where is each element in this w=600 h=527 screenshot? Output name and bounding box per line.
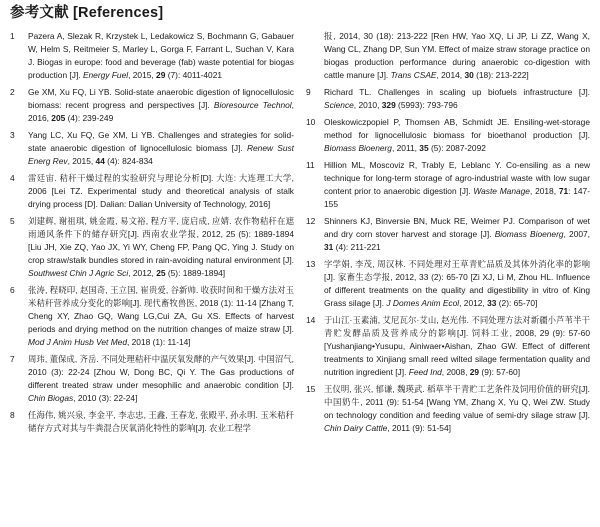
reference-volume: 30 [464, 70, 474, 80]
reference-entry [10, 353, 294, 405]
reference-year: , 2015, [67, 156, 96, 166]
reference-entry [306, 86, 590, 112]
reference-year: , 2018 (1): 11-14] [127, 337, 191, 347]
reference-journal: Mod J Anim Husb Vet Med [28, 337, 127, 347]
reference-body: Richard TL. Challenges in scaling up biofuels infrastructure [J]. [324, 87, 590, 97]
reference-text [324, 30, 590, 82]
reference-volume: 25 [156, 268, 166, 278]
reference-text [324, 383, 590, 435]
reference-body: 字学娟, 李茂, 周汉林. 不同处理对王草青贮品质及其体外消化率的影响[J]. 家畜生态学报, 2012, 33 (2): 65-70 [Zi XJ, Li M, Zhou HL. Influence of different treatments on the quality and digestibility in vitro of King Grass silage [J]. [324, 259, 590, 308]
reference-entry [10, 409, 294, 435]
reference-journal: Science [324, 100, 354, 110]
reference-journal: Biomass Bioenerg [494, 229, 564, 239]
reference-year: , 2012, [128, 268, 157, 278]
reference-pages: (4): 239-249 [65, 113, 114, 123]
reference-entry [10, 30, 294, 82]
reference-text [324, 314, 590, 379]
reference-pages: (4): 211-221 [333, 242, 381, 252]
reference-body: 王仪明, 张兴, 郁谦, 魏瑛武. 稻草半干青贮工艺条件及饲用价值的研究[J]. 中国奶牛, 2011 (9): 51-54 [Wang YM, Zhang X, Yu Q, Wei ZW. Study on technology condition and feeding value of semi-dry silage straw [J]. [324, 384, 590, 420]
reference-number: 7 [10, 354, 15, 364]
reference-number: 4 [10, 173, 15, 183]
references-heading: 参考文献 [References] [10, 5, 164, 21]
reference-body: Ge XM, Xu FQ, Li YB. Solid-state anaerobic digestion of lignocellulosic biomass: recent progress and perspectives [J]. [28, 87, 294, 110]
reference-text [28, 86, 294, 125]
reference-text [324, 116, 590, 155]
reference-journal: Biomass Bioenerg [324, 143, 392, 153]
reference-body: 雷廷宙. 秸秆干燥过程的实验研究与理论分析[D]. 大连: 大连理工大学, 2006 [Lei TZ. Experimental study and theoretical analysis of stalk drying process [D]. Dalian: Dalian University of Technology, 2016] [28, 173, 294, 209]
reference-journal: Bioresource Technol [213, 100, 292, 110]
reference-number: 8 [10, 410, 15, 420]
reference-body: 于山江·玉素浦, 艾尼瓦尔·艾山, 赵光伟. 不同处理方法对新疆小芦苇半干青贮发酵品质及营养成分的影响[J]. 饲料工业, 2008, 29 (9): 57-60 [Yushanjiang•Yusupu, Ainiwaer•Aishan, Zhao GW. Effect of different treatments to Xinjiang small reed wilted silage fermentation quality and nutrition ingredient [J]. [324, 315, 590, 377]
reference-body: Yang LC, Xu FQ, Ge XM, Li YB. Challenges and strategies for solid-state anaerobic digestion of lignocellulosic biomass [J]. [28, 130, 294, 153]
reference-volume: 205 [51, 113, 66, 123]
reference-number: 5 [10, 216, 15, 226]
reference-journal: Trans CSAE [390, 70, 437, 80]
reference-entry [306, 116, 590, 155]
reference-entry [10, 86, 294, 125]
reference-number: 3 [10, 130, 15, 140]
reference-entry [306, 314, 590, 379]
reference-text [324, 215, 590, 254]
reference-entry [10, 129, 294, 168]
reference-year: , 2010 (3): 22-24] [73, 393, 138, 403]
reference-journal: Renew Sust Energ Rev [28, 143, 295, 166]
reference-number: 14 [306, 315, 316, 325]
reference-number: 6 [10, 285, 15, 295]
reference-volume: 33 [487, 298, 497, 308]
left-column [10, 30, 294, 439]
reference-pages: (5): 2087-2092 [428, 143, 486, 153]
reference-text [324, 159, 590, 211]
reference-pages: (9): 57-60] [479, 367, 521, 377]
reference-number: 11 [306, 160, 315, 170]
reference-body: 周玮, 董保成, 齐岳. 不同处理秸秆中温厌氧发酵的产气效果[J]. 中国沼气, 2010 (3): 22-24 [Zhou W, Dong BC, Qi Y. The Gas productions of different treated straw under mesophilic and anaerobic condition [J]. [28, 354, 294, 390]
reference-text [28, 30, 294, 82]
reference-year: , 2016, [28, 100, 294, 123]
reference-volume: 31 [324, 242, 334, 252]
right-column [306, 30, 590, 439]
reference-number: 9 [306, 87, 311, 97]
reference-journal: Energy Fuel [82, 70, 129, 80]
reference-journal: J Domes Anim Ecol [386, 298, 460, 308]
reference-journal: Southwest Chin J Agric Sci [28, 268, 129, 278]
reference-text [28, 353, 294, 405]
reference-text [28, 409, 294, 435]
reference-pages: (5): 1889-1894] [165, 268, 226, 278]
reference-entry [306, 215, 590, 254]
reference-text [28, 215, 294, 280]
reference-text [324, 258, 590, 310]
reference-entry [10, 172, 294, 211]
reference-entry [306, 159, 590, 211]
reference-year: , 2011 (9): 51-54] [387, 423, 451, 433]
reference-volume: 329 [381, 100, 396, 110]
reference-text [28, 284, 294, 349]
reference-year: , 2018, [529, 186, 559, 196]
reference-body: 刘建辉, 谢祖琪, 姚金霞, 易文裕, 程方平, 庞启成, 应婧. 农作物秸秆在遮雨通风条件下的储存研究[J]. 西南农业学报, 2012, 25 (5): 1889-1894 [Liu JH, Xie ZQ, Yao JX, Yi WY, Cheng FP, Pang QC, Ying J. Study on crop straw/stalk bundles stored in rain-avoiding natural environment [J]. [28, 216, 294, 265]
reference-year: , 2011, [391, 143, 420, 153]
reference-columns [10, 30, 590, 439]
reference-year: , 2010, [353, 100, 382, 110]
reference-pages: (5993): 793-796 [395, 100, 458, 110]
reference-volume: 71 [558, 186, 569, 196]
reference-entry [306, 258, 590, 310]
reference-pages: (4): 824-834 [104, 156, 153, 166]
reference-body: Oleskowiczpopiel P, Thomsen AB, Schmidt JE. Ensiling-wet-storage method for lignocellulosic biomass for bioethanol production [J]. [324, 117, 590, 140]
reference-number: 10 [306, 117, 316, 127]
reference-volume: 44 [95, 156, 105, 166]
reference-body: Hillion ML, Moscoviz R, Trably E, Leblanc Y. Co-ensiling as a new technique for long-term storage of agro-industrial waste with low sugar content prior to anaerobic digestion [J]. [324, 160, 590, 196]
reference-entry [10, 215, 294, 280]
reference-pages: (18): 213-222] [473, 70, 529, 80]
reference-text [28, 172, 294, 211]
reference-year: , 2012, [459, 298, 488, 308]
reference-year: , 2014, [436, 70, 465, 80]
reference-journal: Chin Biogas [28, 393, 74, 403]
reference-volume: 29 [469, 367, 480, 377]
reference-journal: Waste Manage [473, 186, 530, 196]
reference-number: 1 [10, 31, 15, 41]
reference-pages: (2): 65-70] [496, 298, 538, 308]
reference-pages: : 147-155 [324, 186, 591, 209]
reference-body: Pazera A, Slezak R, Krzystek L, Ledakowicz S, Bochmann G, Gabauer W, Helm S, Reitmeier S, Marley L, Gorga F, Farrant L, Suchan V, Kara J. Biogas in europe: food and beverage (fab) waste potential for biogas production [J]. [28, 31, 294, 80]
reference-year: , 2007, [563, 229, 590, 239]
reference-journal: Feed Ind [408, 367, 442, 377]
reference-year: , 2008, [441, 367, 470, 377]
reference-pages: (7): 4011-4021 [165, 70, 223, 80]
reference-entry [306, 383, 590, 435]
reference-year: , 2015, [128, 70, 157, 80]
reference-number: 2 [10, 87, 15, 97]
reference-number: 12 [306, 216, 316, 226]
reference-number: 13 [306, 259, 316, 269]
reference-text [324, 86, 590, 112]
reference-text [28, 129, 294, 168]
reference-volume: 35 [419, 143, 429, 153]
reference-entry [10, 284, 294, 349]
reference-entry [306, 30, 590, 82]
reference-body: Shinners KJ, Binversie BN, Muck RE, Weimer PJ. Comparison of wet and dry corn stover harvest and storage [J]. [324, 216, 590, 239]
reference-volume: 29 [156, 70, 166, 80]
reference-body: 张涛, 程晓印, 赵国奇, 王立国, 崔贵爱, 谷新帅. 收获时间和干燥方法对玉米秸秆营养成分变化的影响[J]. 现代畜牧兽医, 2018 (1): 11-14 [Zhang T, Cheng XY, Zhao GQ, Wang LG,Cui ZA, Gu XS. Effects of harvest periods and drying method on the nutrition changes of maize straw [J]. [28, 285, 294, 334]
reference-journal: Chin Dairy Cattle [324, 423, 388, 433]
reference-body: 报, 2014, 30 (18): 213-222 [Ren HW, Yao XQ, Li JP, Li ZZ, Wang X, Wang CL, Zhang DP, Sun YM. Effect of maize straw storage practice on biogas production performance during anaerobic co-digestion with cattle manure [J]. [324, 31, 590, 80]
reference-number: 15 [306, 384, 316, 394]
reference-body: 任海伟, 姚兴泉, 李金平, 李志忠, 王鑫, 王春龙, 张殿平, 孙永明. 玉米秸秆储存方式对其与牛粪混合厌氧消化特性的影响[J]. 农业工程学 [28, 410, 294, 433]
